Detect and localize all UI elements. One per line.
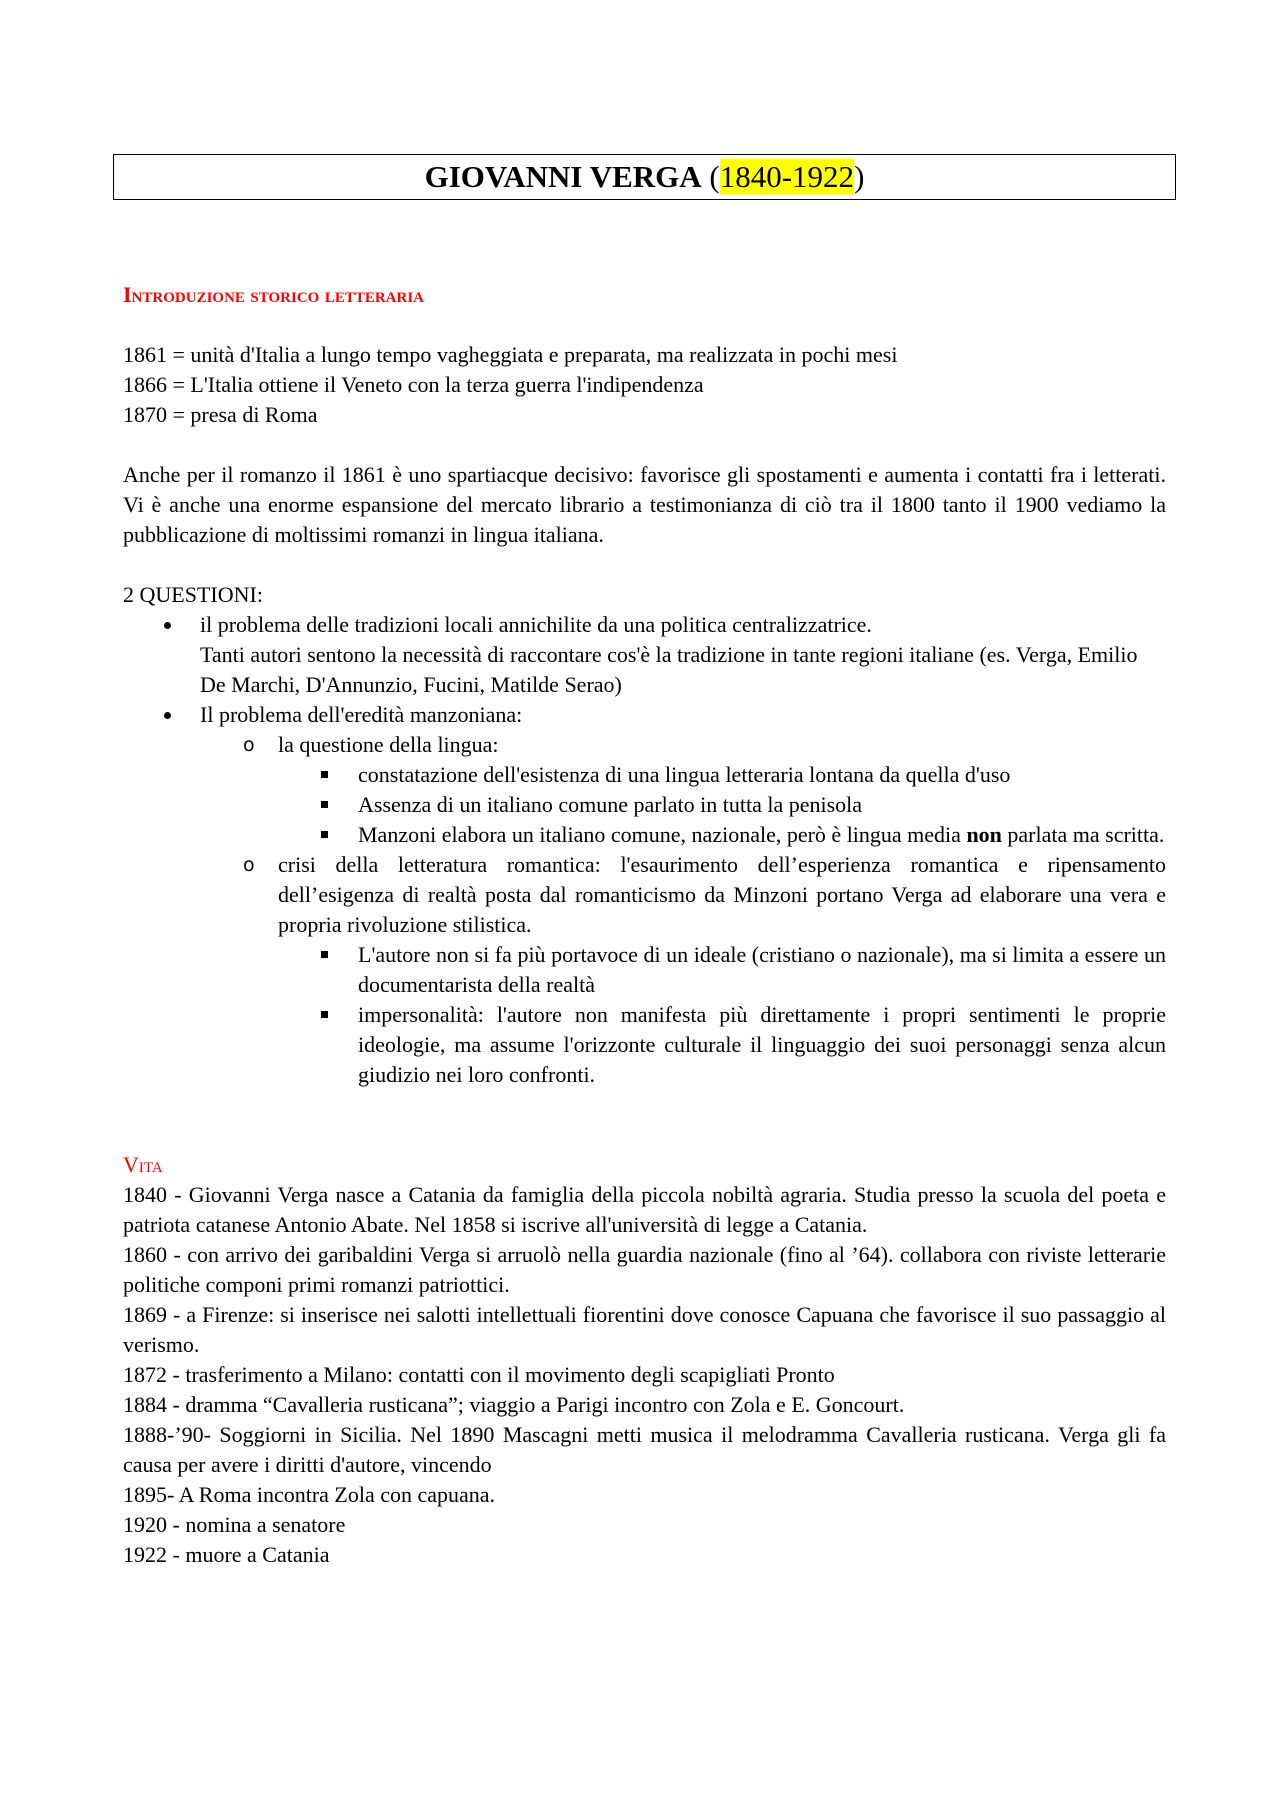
document-body [123,280,1166,1570]
list-item [123,610,1166,700]
date-line: 1870 = presa di Roma [123,402,318,427]
crisi-item: L'autore non si fa più portavoce di un ideale (cristiano o nazionale), ma si limita a essere un documentarista della realtà [358,942,1166,997]
list-item [123,700,1166,1090]
title-box [113,154,1176,200]
intro-heading: Introduzione storico letteraria [123,282,425,307]
vita-heading: Vita [123,1152,163,1177]
lingua-item: constatazione dell'esistenza di una lingua letteraria lontana da quella d'uso [358,762,1011,787]
list-item [123,760,1166,790]
manzoni-text: Manzoni elabora un italiano comune, nazionale, però è lingua media [358,822,961,847]
sub-sublist [278,760,1166,850]
title-years: 1840-1922 [719,159,855,194]
manzoni-text-end: parlata ma scritta. [1007,822,1165,847]
vita-entry: 1840 - Giovanni Verga nasce a Catania da famiglia della piccola nobiltà agraria. Studia presso la scuola del poeta e patriota catanese Antonio Abate. Nel 1858 si iscrive all'università di legge a Catania. [123,1182,1166,1237]
vita-entry: 1884 - dramma “Cavalleria rusticana”; viaggio a Parigi incontro con Zola e E. Goncourt. [123,1392,905,1417]
sub-sublist [278,940,1166,1090]
question-1: il problema delle tradizioni locali annichilite da una politica centralizzatrice. [200,612,872,637]
list-item [123,820,1166,850]
vita-entry: 1860 - con arrivo dei garibaldini Verga si arruolò nella guardia nazionale (fino al ’64). collabora con riviste letterarie politiche componi primi romanzi patriottici. [123,1242,1166,1297]
list-item [123,790,1166,820]
title-name: GIOVANNI VERGA [424,159,702,194]
title-paren-close: ) [854,159,865,194]
question-1-detail: Tanti autori sentono la necessità di raccontare cos'è la tradizione in tante regioni italiane (es. Verga, Emilio De Marchi, D'Annunzio, Fucini, Matilde Serao) [200,642,1138,697]
date-line: 1861 = unità d'Italia a lungo tempo vagheggiata e preparata, ma realizzata in pochi mesi [123,342,898,367]
list-item [123,1000,1166,1090]
lingua-point: o la questione della lingua: [278,732,499,757]
vita-entry: 1920 - nomina a senatore [123,1512,346,1537]
sublist [200,730,1166,1090]
list-item [123,940,1166,1000]
date-line: 1866 = L'Italia ottiene il Veneto con la terza guerra l'indipendenza [123,372,704,397]
crisi-item: impersonalità: l'autore non manifesta più direttamente i propri sentimenti le proprie ideologie, ma assume l'orizzonte culturale il linguaggio dei suoi personaggi senza alcun giudizio nei loro confronti. [358,1002,1166,1087]
list-item [123,850,1166,1090]
questions-label: 2 QUESTIONI: [123,582,263,607]
list-item [123,730,1166,850]
crisi-point: o crisi della letteratura romantica: l'esaurimento dell’esperienza romantica e ripensamento dell’esigenza di realtà posta dal romanticismo da Minzoni portano Verga ad elaborare una vera e propria rivoluzione stilistica. [278,852,1166,937]
vita-entry: 1888-’90- Soggiorni in Sicilia. Nel 1890 Mascagni metti musica il melodramma Cavalleria rusticana. Verga gli fa causa per avere i diritti d'autore, vincendo [123,1422,1166,1477]
title-paren-open: ( [709,159,720,194]
vita-entry: 1895- A Roma incontra Zola con capuana. [123,1482,496,1507]
vita-entry: 1869 - a Firenze: si inserisce nei salotti intellettuali fiorentini dove conosce Capuana che favorisce il suo passaggio al verismo. [123,1302,1166,1357]
manzoni-bold: non [966,822,1002,847]
lingua-item: Assenza di un italiano comune parlato in tutta la penisola [358,792,863,817]
vita-entry: 1922 - muore a Catania [123,1542,330,1567]
manzoni-item [358,820,1166,850]
question-2: Il problema dell'eredità manzoniana: [200,702,523,727]
vita-entry: 1872 - trasferimento a Milano: contatti con il movimento degli scapigliati Pronto [123,1362,835,1387]
questions-list [123,610,1166,1090]
intro-paragraph: Anche per il romanzo il 1861 è uno spartiacque decisivo: favorisce gli spostamenti e aumenta i contatti fra i letterati. Vi è anche una enorme espansione del mercato librario a testimonianza di ciò tra il 1800 tanto il 1900 vediamo la pubblicazione di moltissimi romanzi in lingua italiana. [123,462,1166,547]
